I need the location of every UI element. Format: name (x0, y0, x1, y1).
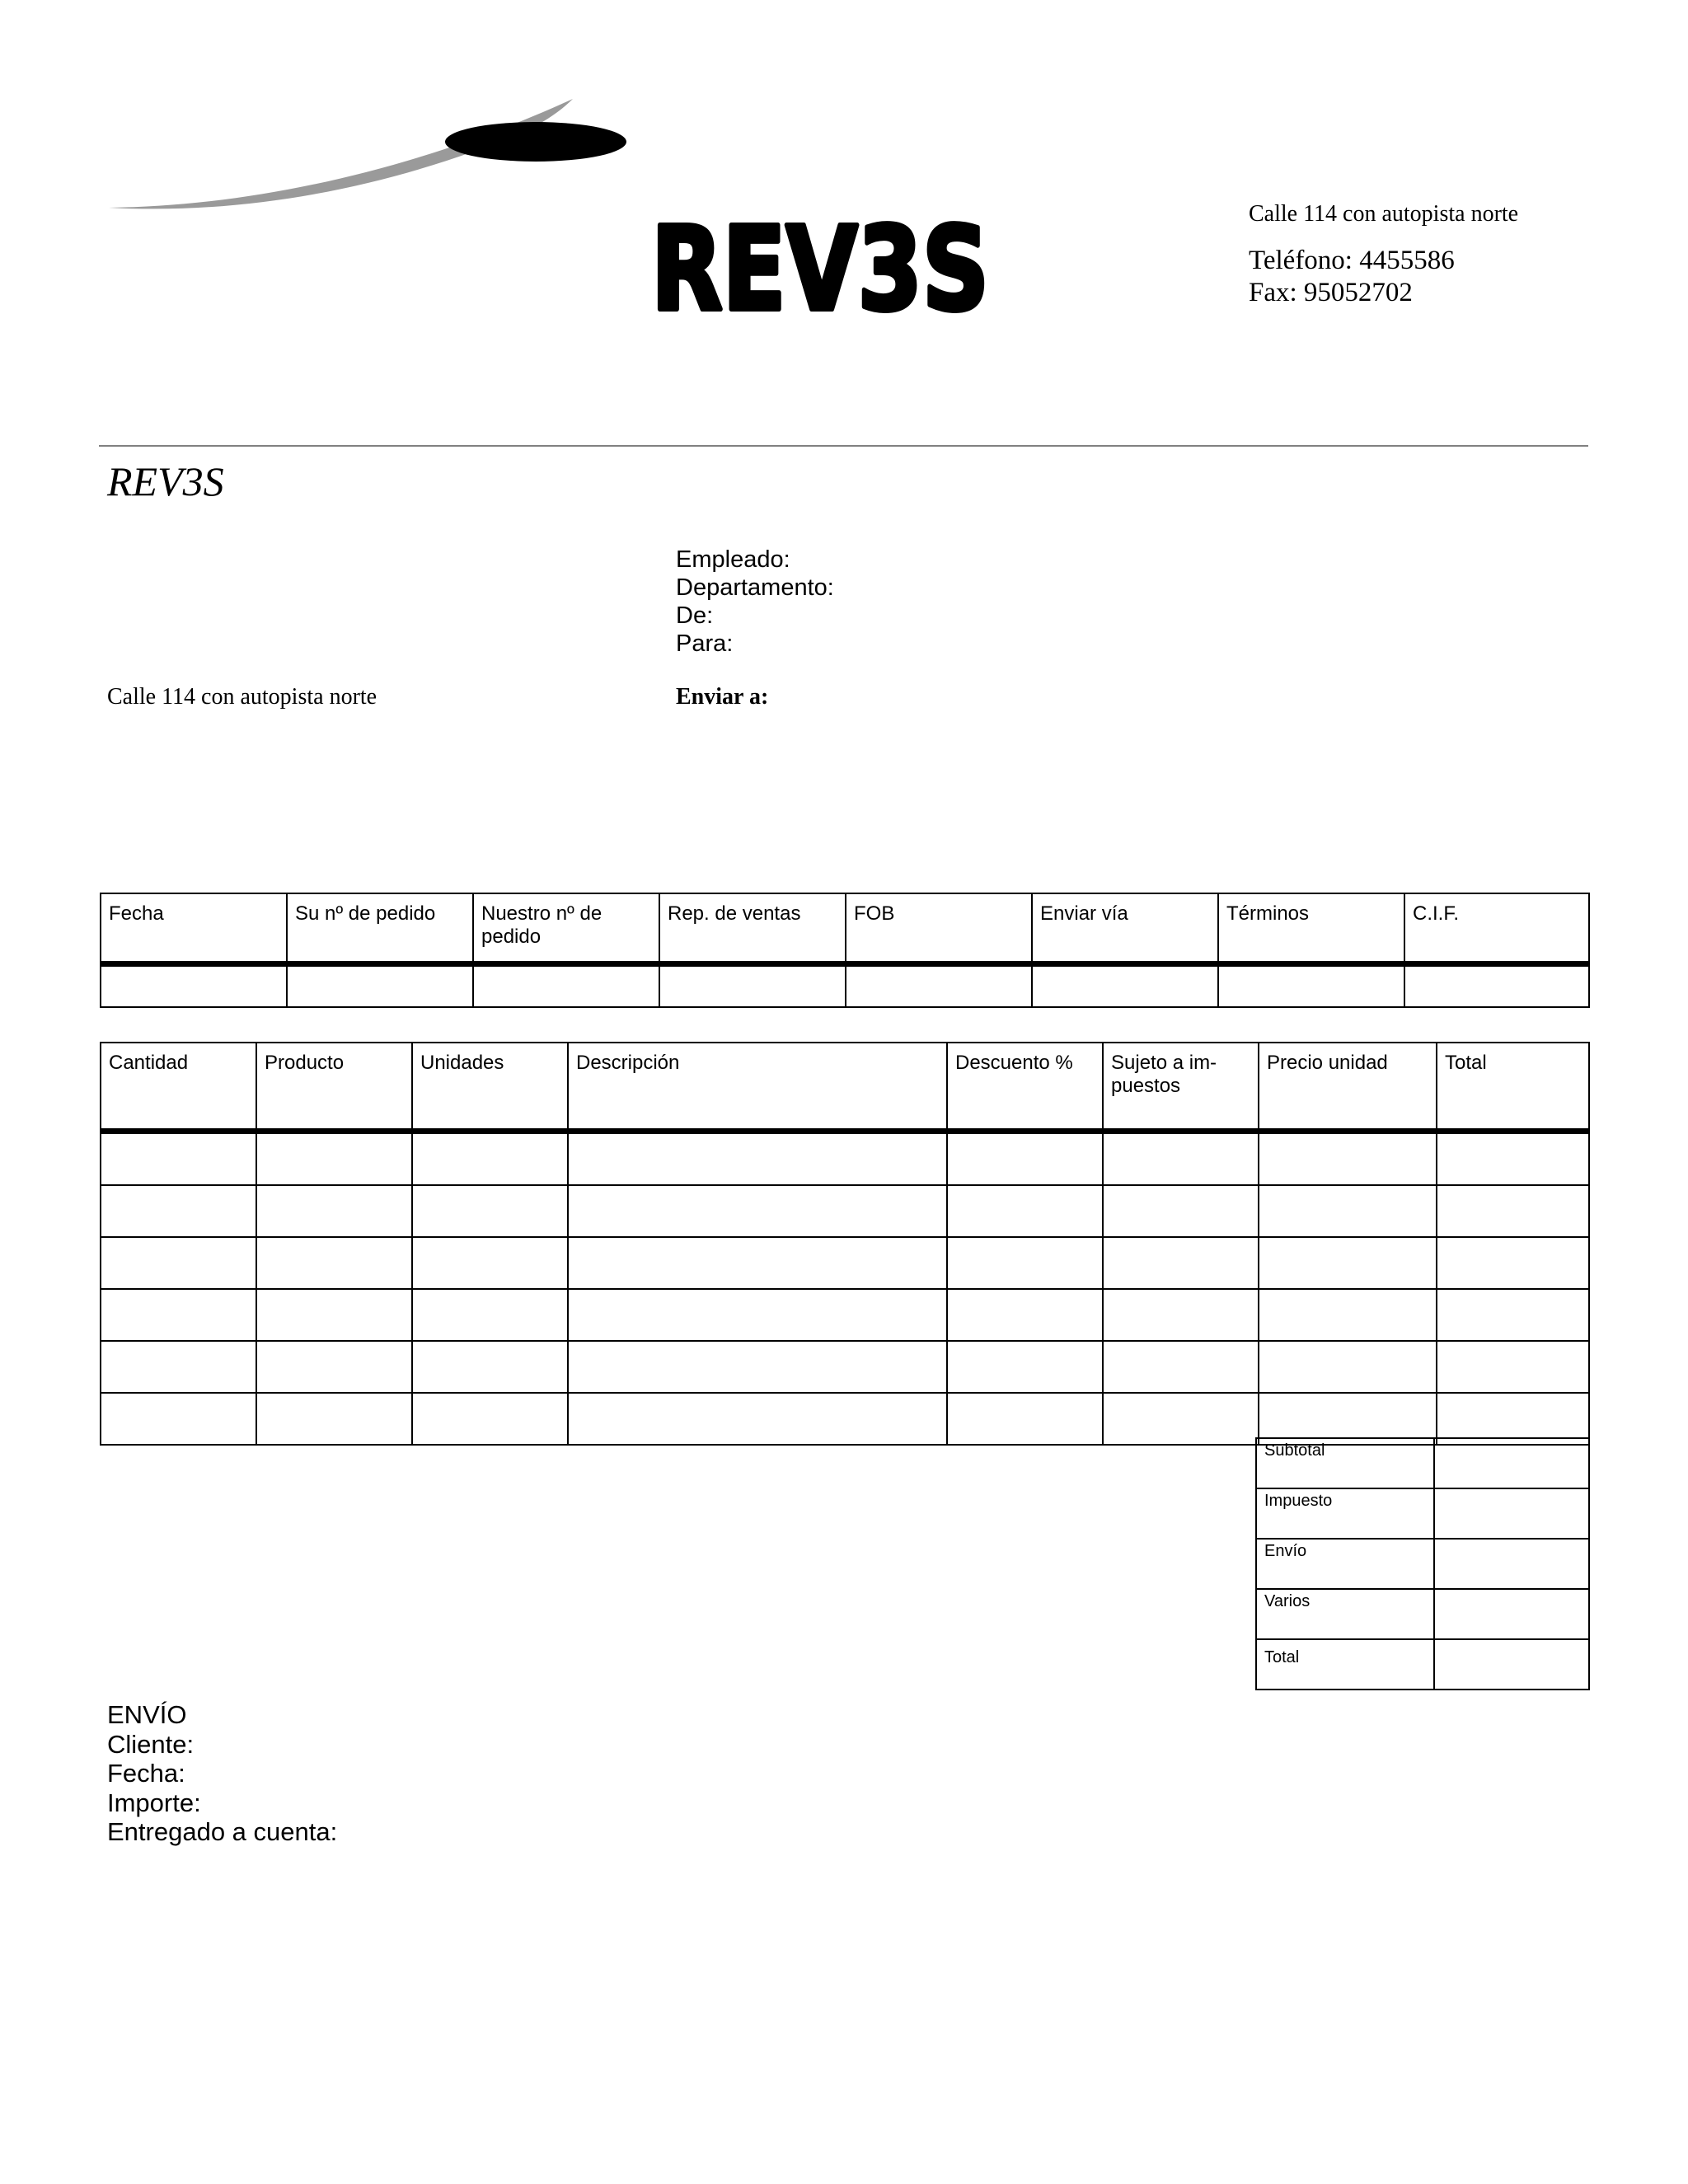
from-label: De: (676, 602, 714, 629)
item-cell[interactable] (1259, 1289, 1437, 1341)
order-cell[interactable] (659, 963, 846, 1007)
client-label: Cliente: (107, 1729, 195, 1759)
item-cell[interactable] (568, 1289, 947, 1341)
item-cell[interactable] (947, 1393, 1103, 1445)
item-cell[interactable] (1437, 1131, 1589, 1185)
item-cell[interactable] (412, 1131, 568, 1185)
logo-text: REV3S (651, 203, 989, 337)
items-table-row (101, 1341, 1589, 1393)
items-header-cell: Producto (256, 1043, 412, 1131)
item-cell[interactable] (256, 1393, 412, 1445)
items-table (100, 1042, 1590, 1446)
item-cell[interactable] (947, 1341, 1103, 1393)
item-cell[interactable] (412, 1393, 568, 1445)
items-header-cell: Total (1437, 1043, 1589, 1131)
item-cell[interactable] (256, 1341, 412, 1393)
order-header-cell: Enviar vía (1032, 893, 1218, 963)
order-info-table (100, 893, 1590, 1008)
total-label: Total (1256, 1639, 1434, 1690)
item-cell[interactable] (101, 1185, 256, 1237)
items-header-cell: Precio unidad (1259, 1043, 1437, 1131)
shipping-block (107, 1700, 337, 1847)
item-cell[interactable] (101, 1289, 256, 1341)
totals-row (1256, 1488, 1589, 1539)
item-cell[interactable] (412, 1289, 568, 1341)
subtotal-label: Subtotal (1256, 1438, 1434, 1488)
item-cell[interactable] (256, 1131, 412, 1185)
order-header-cell: Fecha (101, 893, 287, 963)
items-table-header-row (101, 1043, 1589, 1131)
amount-label: Importe: (107, 1788, 201, 1817)
department-label: Departamento: (676, 574, 834, 601)
item-cell[interactable] (1437, 1289, 1589, 1341)
header-fax: Fax: 95052702 (1249, 278, 1413, 307)
item-cell[interactable] (412, 1341, 568, 1393)
item-cell[interactable] (1103, 1185, 1259, 1237)
item-cell[interactable] (412, 1237, 568, 1289)
header-divider (99, 445, 1588, 447)
item-cell[interactable] (568, 1131, 947, 1185)
item-cell[interactable] (1259, 1131, 1437, 1185)
shipping-title: ENVÍO (107, 1700, 187, 1729)
item-cell[interactable] (1103, 1341, 1259, 1393)
items-header-cell: Descuento % (947, 1043, 1103, 1131)
item-cell[interactable] (256, 1237, 412, 1289)
items-table-row (101, 1237, 1589, 1289)
header-phone: Teléfono: 4455586 (1249, 246, 1455, 275)
item-cell[interactable] (568, 1393, 947, 1445)
item-cell[interactable] (1103, 1393, 1259, 1445)
order-cell[interactable] (1404, 963, 1589, 1007)
item-cell[interactable] (568, 1237, 947, 1289)
tax-label: Impuesto (1256, 1488, 1434, 1539)
employee-block (676, 546, 834, 658)
shipping-label: Envío (1256, 1539, 1434, 1589)
item-cell[interactable] (1259, 1341, 1437, 1393)
totals-table (1255, 1437, 1590, 1690)
item-cell[interactable] (1259, 1185, 1437, 1237)
item-cell[interactable] (947, 1237, 1103, 1289)
totals-row (1256, 1589, 1589, 1639)
item-cell[interactable] (412, 1185, 568, 1237)
order-header-cell: Rep. de ventas (659, 893, 846, 963)
delivered-on-account-label: Entregado a cuenta: (107, 1817, 338, 1846)
item-cell[interactable] (1103, 1131, 1259, 1185)
item-cell[interactable] (256, 1185, 412, 1237)
employee-label: Empleado: (676, 546, 790, 573)
items-header-cell: Descripción (568, 1043, 947, 1131)
total-value[interactable] (1434, 1639, 1589, 1690)
items-table-row (101, 1289, 1589, 1341)
items-table-row (101, 1185, 1589, 1237)
order-cell[interactable] (1218, 963, 1404, 1007)
order-header-cell: C.I.F. (1404, 893, 1589, 963)
item-cell[interactable] (568, 1341, 947, 1393)
items-header-cell: Unidades (412, 1043, 568, 1131)
order-header-cell: Nuestro nº de pedido (473, 893, 659, 963)
order-cell[interactable] (287, 963, 473, 1007)
item-cell[interactable] (1437, 1237, 1589, 1289)
totals-row (1256, 1438, 1589, 1488)
items-table-row (101, 1131, 1589, 1185)
item-cell[interactable] (1103, 1289, 1259, 1341)
logo-wordmark (651, 198, 1014, 338)
item-cell[interactable] (256, 1289, 412, 1341)
item-cell[interactable] (1259, 1237, 1437, 1289)
order-cell[interactable] (1032, 963, 1218, 1007)
item-cell[interactable] (947, 1185, 1103, 1237)
item-cell[interactable] (1437, 1185, 1589, 1237)
items-header-cell: Sujeto a im-puestos (1103, 1043, 1259, 1131)
ship-to-label: Enviar a: (676, 684, 769, 710)
item-cell[interactable] (568, 1185, 947, 1237)
to-label: Para: (676, 630, 734, 657)
item-cell[interactable] (101, 1393, 256, 1445)
header-address: Calle 114 con autopista norte (1249, 201, 1519, 227)
logo-swoosh-graphic (99, 91, 635, 223)
order-table-header-row (101, 893, 1589, 963)
date-label: Fecha: (107, 1759, 185, 1788)
order-cell[interactable] (473, 963, 659, 1007)
order-header-cell: FOB (846, 893, 1032, 963)
tax-value[interactable] (1434, 1488, 1589, 1539)
shipping-value[interactable] (1434, 1539, 1589, 1589)
item-cell[interactable] (101, 1131, 256, 1185)
misc-value[interactable] (1434, 1589, 1589, 1639)
subtotal-value[interactable] (1434, 1438, 1589, 1488)
order-cell[interactable] (846, 963, 1032, 1007)
company-address: Calle 114 con autopista norte (107, 684, 377, 710)
item-cell[interactable] (101, 1237, 256, 1289)
totals-row (1256, 1539, 1589, 1589)
item-cell[interactable] (947, 1131, 1103, 1185)
items-header-cell: Cantidad (101, 1043, 256, 1131)
totals-row (1256, 1639, 1589, 1690)
item-cell[interactable] (1437, 1341, 1589, 1393)
order-header-cell: Términos (1218, 893, 1404, 963)
company-name: REV3S (107, 458, 224, 504)
item-cell[interactable] (1103, 1237, 1259, 1289)
item-cell[interactable] (101, 1341, 256, 1393)
misc-label: Varios (1256, 1589, 1434, 1639)
order-header-cell: Su nº de pedido (287, 893, 473, 963)
order-cell[interactable] (101, 963, 287, 1007)
order-table-row (101, 963, 1589, 1007)
item-cell[interactable] (947, 1289, 1103, 1341)
